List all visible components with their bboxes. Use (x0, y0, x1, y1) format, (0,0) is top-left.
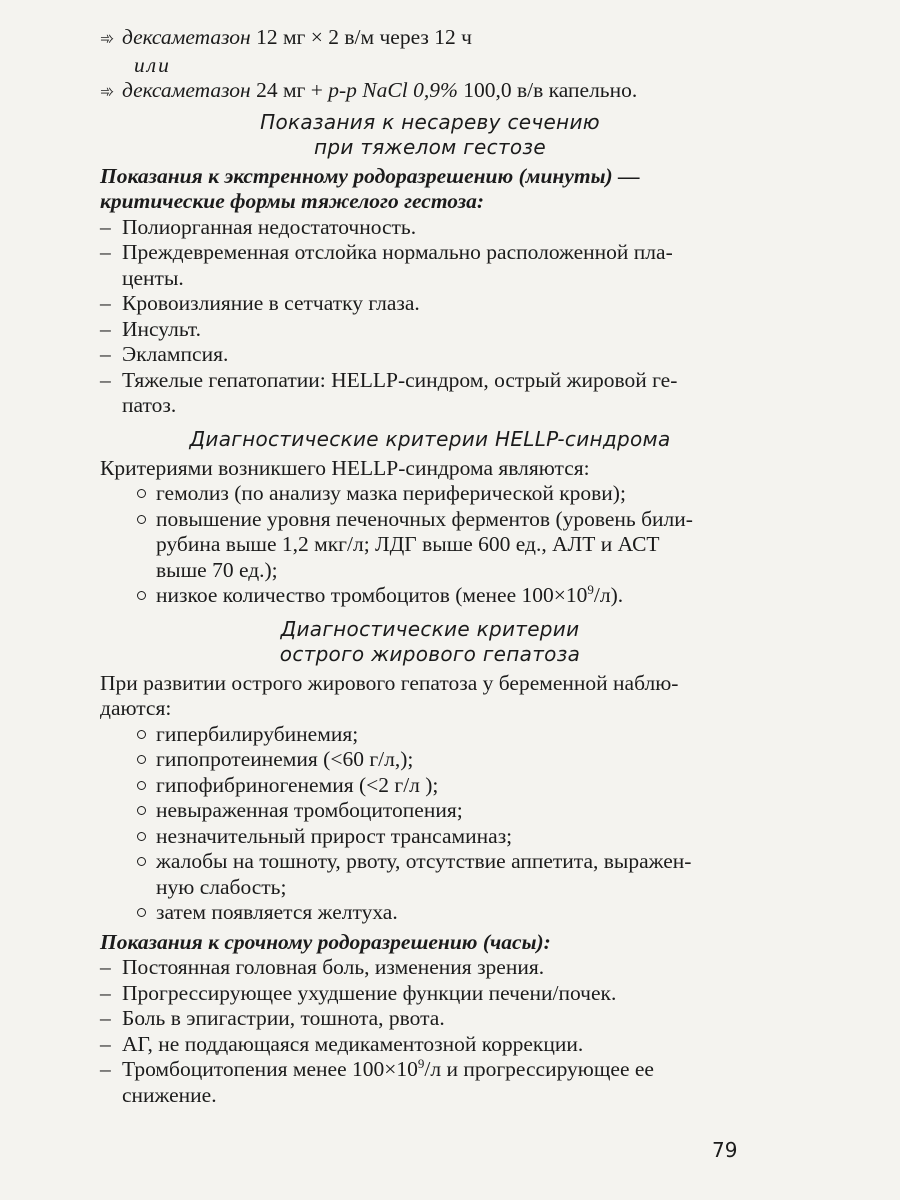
circle-bullet-icon (137, 857, 146, 866)
list-item: – АГ, не поддающаяся медикаментозной коррекции. (100, 1031, 584, 1056)
list-item: незначительный прирост трансаминаз; (100, 824, 760, 850)
drug-connector: или (134, 52, 171, 77)
list-item: невыраженная тромбоцитопения; (100, 798, 760, 824)
fatty-liver-intro: При развитии острого жирового гепатоза у беременной наблю- даются: (100, 670, 679, 720)
list-item: – Преждевременная отслойка нормально расположенной пла- центы. (100, 240, 673, 290)
drug-dose: 12 мг × 2 в/м через 12 ч (250, 25, 472, 49)
heading-line: Диагностические критерии (280, 616, 580, 641)
arrow-bullet-icon: ➾ (100, 82, 115, 102)
drug-solution: р-р NaCl 0,9% (328, 78, 458, 102)
list-item: – Кровоизлияние в сетчатку глаза. (100, 291, 420, 315)
hellp-intro: Критериями возникшего HELLP-синдрома являются: (100, 455, 590, 480)
emergency-title (100, 164, 760, 215)
drug-name: дексаметазон (122, 78, 251, 102)
page-number: 79 (712, 1138, 738, 1162)
list-item: – Инсульт. (100, 316, 201, 341)
page-content (100, 25, 760, 1108)
section-heading-cesarean (100, 110, 760, 160)
drug-line-2 (100, 78, 760, 106)
list-item: – Полиорганная недостаточность. (100, 214, 417, 239)
circle-bullet-icon (137, 806, 146, 815)
circle-bullet-icon (137, 489, 146, 498)
drug-dose: 24 мг + (250, 78, 329, 102)
list-item: затем появляется желтуха. (100, 900, 760, 926)
title-line: Показания к экстренному родоразрешению (минуты) — (100, 163, 640, 188)
emergency-list (100, 215, 760, 419)
fatty-liver-list (100, 722, 760, 926)
list-item: – Постоянная головная боль, изменения зрения. (100, 955, 545, 979)
list-item: гипербилирубинемия; (100, 722, 760, 748)
list-item: жалобы на тошноту, рвоту, отсутствие аппетита, выражен- ную слабость; (100, 849, 760, 900)
list-item: – Тромбоцитопения менее $100\times 10^9/л$ и прогрессирующее ее снижение. (100, 1055, 654, 1107)
section-heading-hellp: Диагностические критерии HELLP-синдрома (189, 426, 671, 451)
circle-bullet-icon (137, 908, 146, 917)
list-item: низкое количество тромбоцитов (менее $100\times 10^9/л$). (100, 583, 760, 609)
list-item: – Прогрессирующее ухудшение функции печени/почек. (100, 980, 617, 1005)
heading-line: при тяжелом гестозе (314, 134, 546, 159)
list-item: гемолиз (по анализу мазка периферической крови); (100, 481, 760, 507)
list-item: – Тяжелые гепатопатии: HELLP-синдром, острый жировой ге- патоз. (100, 367, 678, 417)
heading-line: Показания к несареву сечению (260, 109, 600, 134)
list-item: повышение уровня печеночных ферментов (уровень били- рубина выше 1,2 мкг/л; ЛДГ выше 600 ед., АЛТ и АСТ выше 70 ед.); (100, 507, 760, 584)
urgent-list (100, 955, 760, 1108)
list-item: гипопротеинемия (<60 г/л,); (100, 747, 760, 773)
drug-name: дексаметазон (122, 25, 251, 49)
circle-bullet-icon (137, 591, 146, 600)
circle-bullet-icon (137, 730, 146, 739)
urgent-title: Показания к срочному родоразрешению (часы): (100, 929, 551, 954)
circle-bullet-icon (137, 515, 146, 524)
list-item: – Эклампсия. (100, 342, 229, 366)
circle-bullet-icon (137, 781, 146, 790)
section-heading-fatty-liver (100, 617, 760, 667)
heading-line: острого жирового гепатоза (279, 641, 581, 666)
list-item: гипофибриногенемия (<2 г/л ); (100, 773, 760, 799)
drug-line-1 (100, 25, 760, 53)
circle-bullet-icon (137, 832, 146, 841)
hellp-list (100, 481, 760, 609)
arrow-bullet-icon: ➾ (100, 29, 115, 49)
list-item: – Боль в эпигастрии, тошнота, рвота. (100, 1006, 445, 1030)
drug-dose: 100,0 в/в капельно. (457, 78, 638, 102)
title-line: критические формы тяжелого гестоза: (100, 189, 485, 213)
circle-bullet-icon (137, 755, 146, 764)
